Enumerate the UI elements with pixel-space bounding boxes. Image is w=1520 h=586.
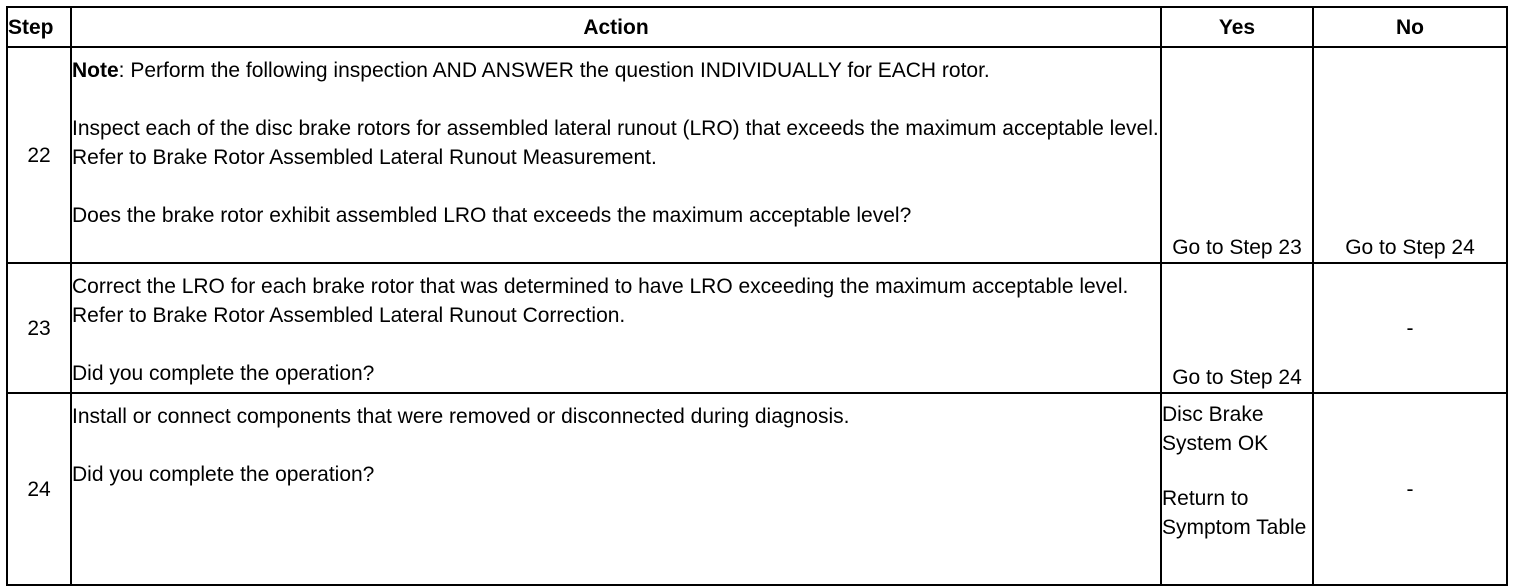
step-number: 23 (7, 263, 71, 393)
note-text: : Perform the following inspection AND ANSWER the question INDIVIDUALLY for EACH rotor. (118, 59, 990, 82)
question-text: Did you complete the operation? (72, 463, 375, 486)
step-number: 22 (7, 47, 71, 263)
question-text: Did you complete the operation? (72, 362, 375, 385)
yes-result: Disc Brake System OK (1162, 403, 1269, 455)
no-cell (1313, 393, 1507, 585)
action-cell (71, 263, 1161, 393)
header-yes: Yes (1161, 7, 1313, 47)
instruction-text: Install or connect components that were removed or disconnected during diagnosis. (72, 405, 850, 428)
yes-cell (1161, 47, 1313, 263)
yes-result-alt: Return to Symptom Table (1162, 487, 1307, 539)
yes-cell (1161, 263, 1313, 393)
header-step: Step (7, 7, 71, 47)
no-result: Go to Step 24 (1345, 236, 1475, 259)
yes-cell (1161, 393, 1313, 585)
table-row (7, 263, 1507, 393)
yes-result: Go to Step 24 (1172, 366, 1302, 389)
no-result: - (1406, 477, 1414, 501)
no-cell (1313, 263, 1507, 393)
note-label: Note (72, 59, 119, 82)
table-row (7, 47, 1507, 263)
no-result: - (1406, 316, 1414, 340)
action-cell (71, 47, 1161, 263)
instruction-text: Correct the LRO for each brake rotor that was determined to have LRO exceeding the maximum acceptable level. Refer to Brake Rotor Assembled Lateral Runout Correction. (72, 275, 1129, 327)
note-paragraph (72, 56, 1160, 85)
step-number: 24 (7, 393, 71, 585)
yes-result: Go to Step 23 (1172, 236, 1302, 259)
header-row (7, 7, 1507, 47)
instruction-text: Inspect each of the disc brake rotors for assembled lateral runout (LRO) that exceeds the maximum acceptable level. Refer to Brake Rotor Assembled Lateral Runout Measurement. (72, 117, 1159, 169)
no-cell (1313, 47, 1507, 263)
table-row (7, 393, 1507, 585)
header-action: Action (71, 7, 1161, 47)
action-cell (71, 393, 1161, 585)
question-text: Does the brake rotor exhibit assembled LRO that exceeds the maximum acceptable level? (72, 204, 912, 227)
diagnostic-table (6, 6, 1508, 586)
header-no: No (1313, 7, 1507, 47)
